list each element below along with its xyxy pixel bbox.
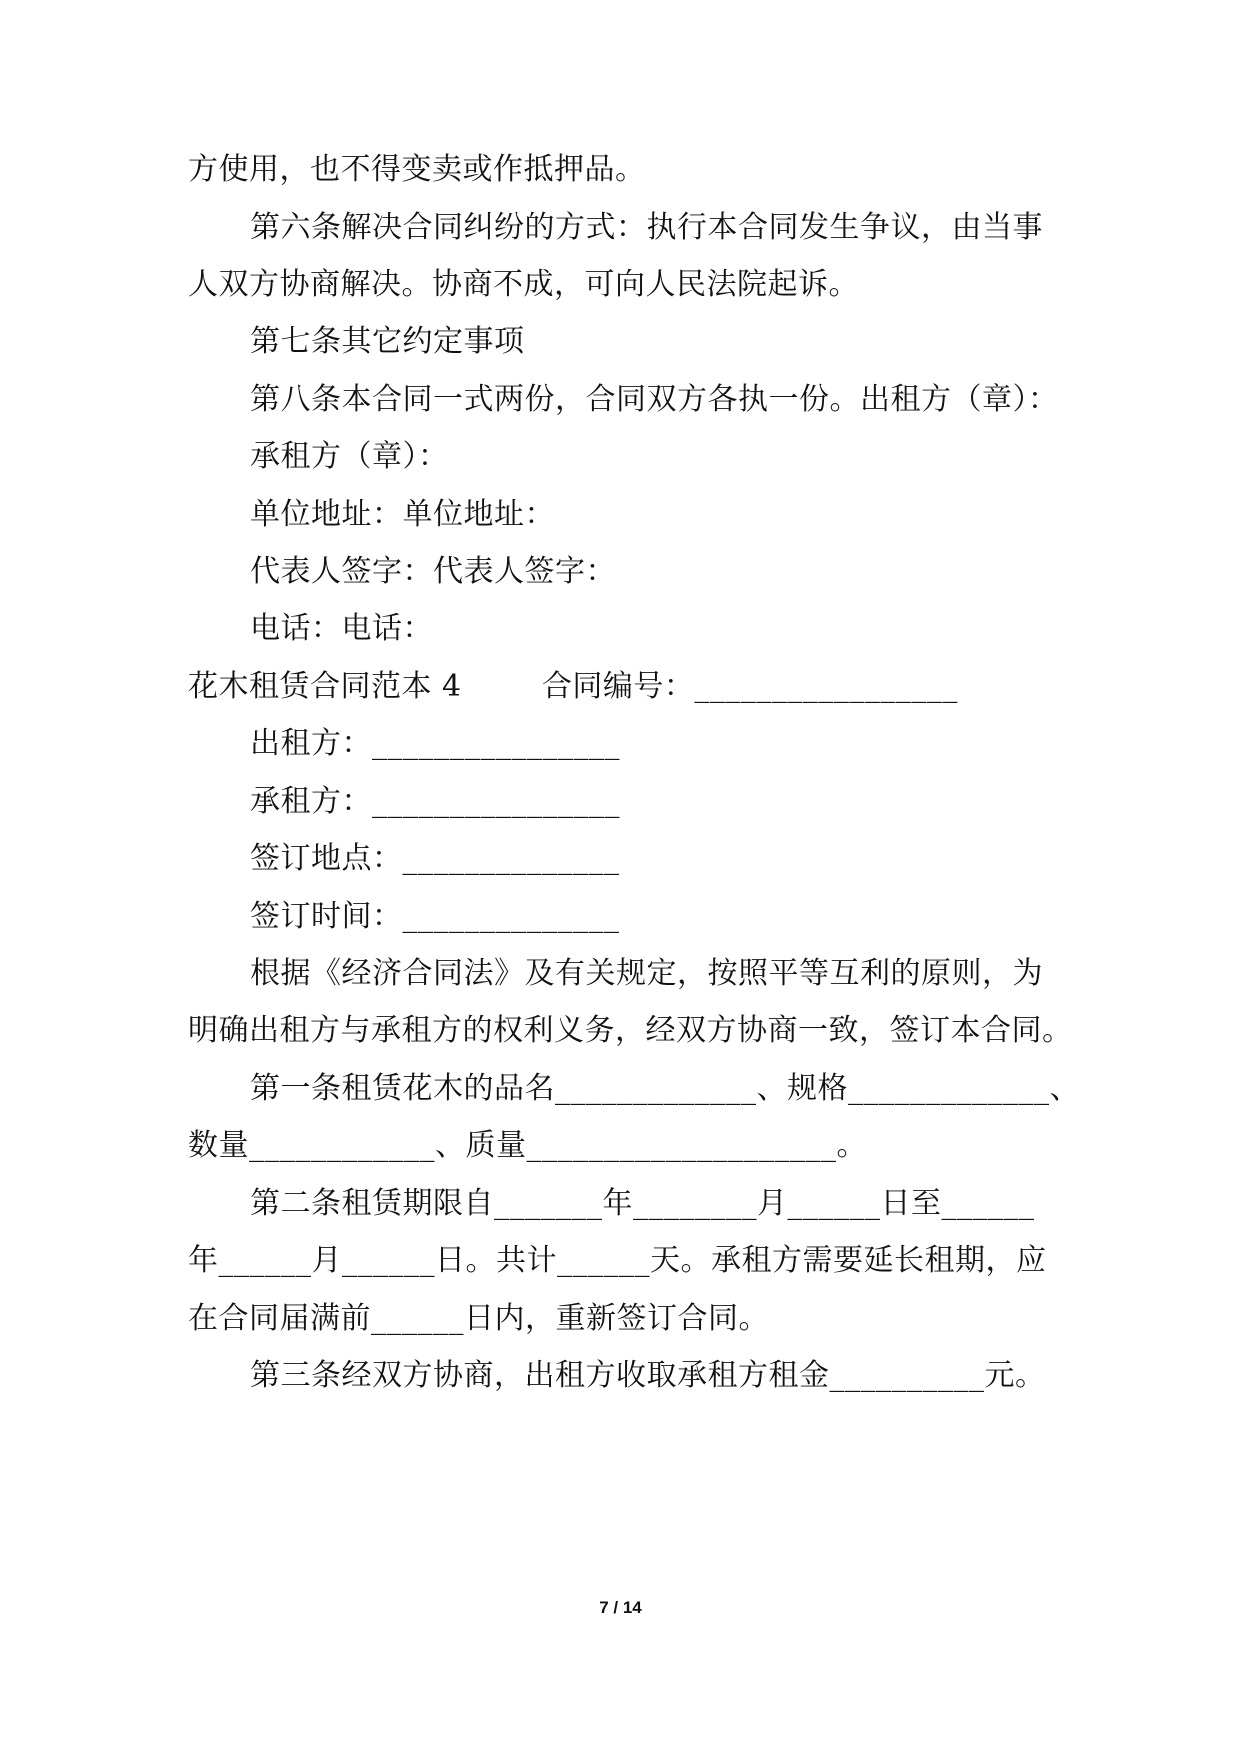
signing-time-field: 签订时间：______________ [250,899,620,934]
address-line: 单位地址：单位地址： [250,497,555,532]
text-line: 方使用，也不得变卖或作抵押品。 [188,152,646,187]
article-six-line-2: 人双方协商解决。协商不成，可向人民法院起诉。 [188,267,859,302]
article-seven: 第七条其它约定事项 [250,324,525,359]
article-two-line-3: 在合同届满前______日内，重新签订合同。 [188,1301,769,1336]
signature-line: 代表人签字：代表人签字： [250,554,616,589]
lessee-seal-line: 承租方（章）： [250,439,449,474]
article-two-line-1: 第二条租赁期限自_______年________月______日至______ [250,1186,1035,1221]
preamble-line-2: 明确出租方与承租方的权利义务，经双方协商一致，签订本合同。 [188,1013,1073,1048]
lessee-field: 承租方：________________ [250,784,620,819]
preamble-line-1: 根据《经济合同法》及有关规定，按照平等互利的原则，为 [250,956,1043,991]
signing-place-field: 签订地点：______________ [250,841,620,876]
article-two-line-2: 年______月______日。共计______天。承租方需要延长租期，应 [188,1243,1047,1278]
article-eight: 第八条本合同一式两份，合同双方各执一份。出租方（章）： [250,382,1059,417]
contract-title-line: 花木租赁合同范本 4 合同编号：_________________ [188,669,958,704]
page-number: 7 / 14 [599,1598,642,1617]
article-one-line-2: 数量____________、质量____________________。 [188,1128,867,1163]
article-six-line-1: 第六条解决合同纠纷的方式：执行本合同发生争议，由当事 [250,210,1043,245]
article-one-line-1: 第一条租赁花木的品名_____________、规格_____________、 [250,1071,1080,1106]
phone-line: 电话：电话： [250,611,433,646]
article-three-line-1: 第三条经双方协商，出租方收取承租方租金__________元。 [250,1358,1046,1393]
lessor-field: 出租方：________________ [250,726,620,761]
